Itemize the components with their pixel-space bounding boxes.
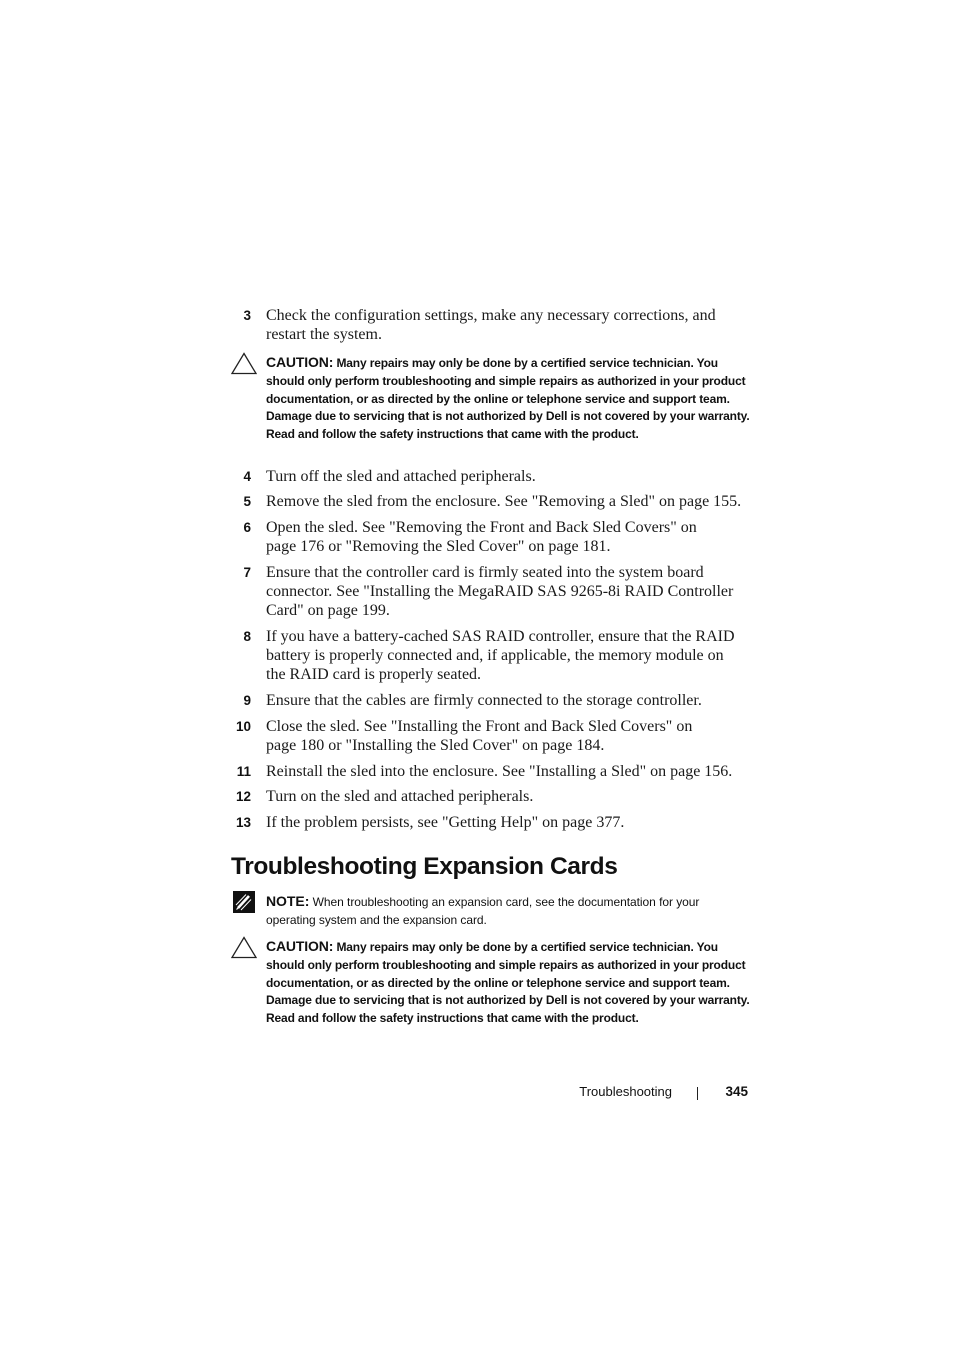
caution-text: Many repairs may only be done by a certified service technician. You should only perform troubleshooting and simple repairs as authorized in your product documentation, or as directed by the online or telephone service and support team. Damage due to servicing that is not authorized by Dell is not covered by your warranty. Read and follow the safety instructions that came with the product. xyxy=(266,356,750,442)
step-number: 10 xyxy=(235,719,251,734)
section-heading: Troubleshooting Expansion Cards xyxy=(231,853,618,880)
step-number: 9 xyxy=(243,693,251,708)
note-text: When troubleshooting an expansion card, see the documentation for your operating system and the expansion card. xyxy=(266,895,700,927)
step-number: 3 xyxy=(243,308,251,323)
step-text: Ensure that the cables are firmly connected to the storage controller. xyxy=(266,692,702,709)
caution-text: Many repairs may only be done by a certified service technician. You should only perform troubleshooting and simple repairs as authorized in your product documentation, or as directed by the online or telephone service and support team. Damage due to servicing that is not authorized by Dell is not covered by your warranty. Read and follow the safety instructions that came with the product. xyxy=(266,940,750,1026)
caution-label: CAUTION: xyxy=(266,354,334,370)
page-number: 345 xyxy=(725,1084,748,1099)
step-number: 13 xyxy=(235,815,251,830)
step-text: Remove the sled from the enclosure. See "Removing a Sled" on page 155. xyxy=(266,493,742,510)
step-text: Turn off the sled and attached peripherals. xyxy=(266,468,536,485)
step-text: If the problem persists, see "Getting Help" on page 377. xyxy=(266,814,625,831)
step-number: 4 xyxy=(243,469,251,484)
step-number: 5 xyxy=(243,494,251,509)
step-number: 11 xyxy=(236,764,251,779)
caution-notice xyxy=(266,938,751,1028)
note-notice xyxy=(266,893,746,930)
caution-triangle-icon xyxy=(231,936,257,959)
step-number: 12 xyxy=(235,789,251,804)
step-number: 7 xyxy=(243,565,251,580)
caution-label: CAUTION: xyxy=(266,938,334,954)
step-text: Check the configuration settings, make any necessary corrections, and restart the system. xyxy=(266,307,716,343)
step-number: 6 xyxy=(243,520,251,535)
footer-divider xyxy=(697,1087,698,1100)
step-text: Open the sled. See "Removing the Front and Back Sled Covers" on page 176 or "Removing the Sled Cover" on page 181. xyxy=(266,519,697,555)
footer-section-label: Troubleshooting xyxy=(579,1084,672,1099)
step-text: If you have a battery-cached SAS RAID controller, ensure that the RAID battery is properly connected and, if applicable, the memory module on the RAID card is properly seated. xyxy=(266,628,735,683)
step-text: Close the sled. See "Installing the Front and Back Sled Covers" on page 180 or "Installing the Sled Cover" on page 184. xyxy=(266,718,693,754)
step-text: Ensure that the controller card is firmly seated into the system board connector. See "Installing the MegaRAID SAS 9265-8i RAID Controller Card" on page 199. xyxy=(266,564,734,619)
note-label: NOTE: xyxy=(266,893,310,909)
note-pencil-icon xyxy=(233,891,255,913)
step-text: Reinstall the sled into the enclosure. See "Installing a Sled" on page 156. xyxy=(266,763,733,780)
step-text: Turn on the sled and attached peripherals. xyxy=(266,788,534,805)
step-number: 8 xyxy=(243,629,251,644)
caution-notice xyxy=(266,354,751,444)
caution-triangle-icon xyxy=(231,352,257,375)
